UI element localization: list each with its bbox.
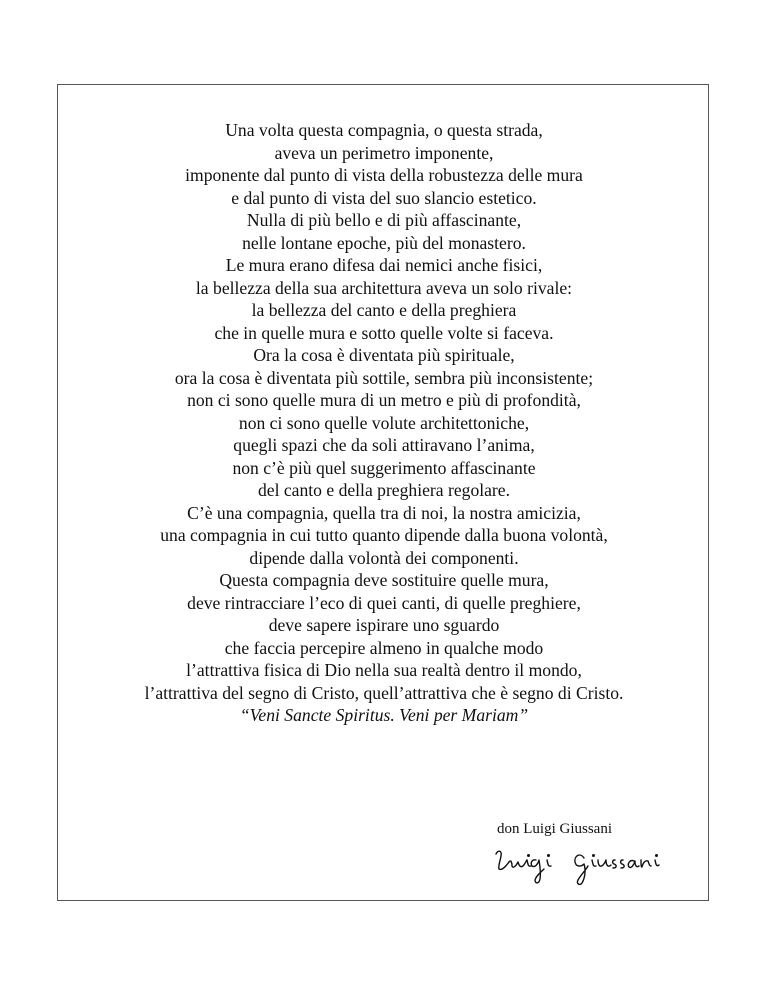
poem-line: non ci sono quelle volute architettoniche,: [238, 412, 530, 433]
poem-line: e dal punto di vista del suo slancio estetico.: [231, 187, 537, 208]
poem-line: non ci sono quelle mura di un metro e più di profondità,: [187, 390, 581, 410]
poem-line: Una volta questa compagnia, o questa strada,: [225, 120, 543, 140]
poem-line: Ora la cosa è diventata più spirituale,: [253, 345, 515, 365]
poem-line: ora la cosa è diventata più sottile, sembra più inconsistente;: [174, 367, 594, 388]
poem-line: l’attrattiva fisica di Dio nella sua realtà dentro il mondo,: [186, 660, 582, 680]
poem-line: aveva un perimetro imponente,: [274, 142, 494, 163]
poem-line: Questa compagnia deve sostituire quelle mura,: [219, 570, 549, 590]
poem-line: Le mura erano difesa dai nemici anche fisici,: [225, 255, 543, 275]
poem-line: che in quelle mura e sotto quelle volte si faceva.: [214, 322, 554, 343]
handwritten-signature: [490, 838, 670, 888]
poem-text: [0, 119, 768, 727]
author-name: don Luigi Giussani: [497, 821, 612, 837]
poem-line: imponente dal punto di vista della robustezza delle mura: [185, 165, 583, 185]
poem-line: Nulla di più bello e di più affascinante,: [246, 210, 522, 230]
poem-line: la bellezza della sua architettura aveva un solo rivale:: [195, 277, 573, 298]
poem-line: deve rintracciare l’eco di quei canti, di quelle preghiere,: [187, 592, 581, 613]
poem-line: la bellezza del canto e della preghiera: [251, 300, 517, 320]
poem-line: deve sapere ispirare uno sguardo: [268, 615, 500, 635]
poem-line: quegli spazi che da soli attiravano l’anima,: [233, 435, 535, 455]
poem-line: del canto e della preghiera regolare.: [257, 480, 511, 500]
poem-line: che faccia percepire almeno in qualche modo: [224, 637, 544, 658]
closing-invocation: “Veni Sancte Spiritus. Veni per Mariam”: [239, 705, 529, 725]
poem-line: nelle lontane epoche, più del monastero.: [242, 232, 526, 253]
poem-line: dipende dalla volontà dei componenti.: [249, 547, 519, 568]
poem-line: una compagnia in cui tutto quanto dipende dalla buona volontà,: [160, 525, 608, 545]
poem-line: C’è una compagnia, quella tra di noi, la nostra amicizia,: [187, 502, 581, 523]
poem-line: non c’è più quel suggerimento affascinante: [232, 457, 536, 478]
poem-line: l’attrattiva del segno di Cristo, quell’attrattiva che è segno di Cristo.: [144, 682, 624, 703]
